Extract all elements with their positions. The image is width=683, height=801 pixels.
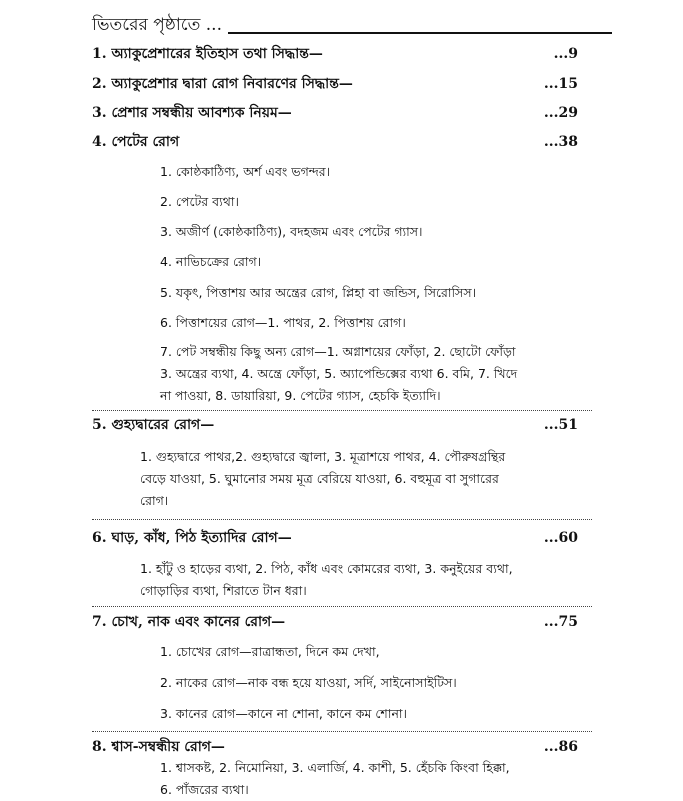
toc-subitem[interactable] xyxy=(160,757,592,801)
section-page-number: ...38 xyxy=(543,134,578,150)
subitem-line: বেড়ে যাওয়া, 5. ঘুমানোর সময় মূত্র বেরিয়ে যাওয়া, 6. বহুমূত্র বা সুগারের xyxy=(140,471,499,486)
toc-section-6[interactable] xyxy=(92,526,578,550)
toc-subitem[interactable]: 3. অজীর্ণ (কোষ্ঠকাঠিণ্য), বদহজম এবং পেটের গ্যাস। xyxy=(160,224,423,239)
subitem-line: গোড়াড়ির ব্যথা, শিরাতে টান ধরা। xyxy=(140,583,307,598)
toc-section-2[interactable] xyxy=(92,72,578,96)
subitem-line: 3. অন্ত্রের ব্যথা, 4. অন্ত্রে ফোঁড়া, 5. অ্যাপেন্ডিক্সের ব্যথা 6. বমি, 7. খিদে xyxy=(160,366,518,381)
section-page-number: ...51 xyxy=(543,417,578,433)
toc-subitem[interactable]: 1. কোষ্ঠকাঠিণ্য, অর্শ এবং ভগন্দর। xyxy=(160,164,331,179)
toc-subitem[interactable]: 6. পিত্তাশয়ের রোগ—1. পাথর, 2. পিত্তাশয় রোগ। xyxy=(160,315,406,330)
toc-subitem[interactable] xyxy=(160,341,592,407)
toc-subitem[interactable] xyxy=(140,446,590,512)
toc-subitem[interactable]: 2. নাকের রোগ—নাক বন্ধ হয়ে যাওয়া, সর্দি, সাইনোসাইটিস। xyxy=(160,675,457,690)
section-page-number: ...15 xyxy=(543,76,578,92)
section-divider xyxy=(92,519,592,520)
subitem-line: 1. গুহ্যদ্বারে পাথর,2. গুহ্যদ্বারে জ্বালা, 3. মূত্রাশয়ে পাথর, 4. পৌরুষগ্রন্থির xyxy=(140,449,506,464)
toc-subitem[interactable] xyxy=(140,558,590,602)
section-page-number: ...9 xyxy=(553,46,578,62)
toc-subitem[interactable]: 4. নাভিচক্রের রোগ। xyxy=(160,254,262,269)
subitem-line: 7. পেট সম্বন্ধীয় কিছু অন্য রোগ—1. অগ্নাশয়ের ফোঁড়া, 2. ছোটো ফোঁড়া xyxy=(160,344,516,359)
section-page-number: ...75 xyxy=(543,614,578,630)
toc-subitem[interactable]: 3. কানের রোগ—কানে না শোনা, কানে কম শোনা। xyxy=(160,706,408,721)
section-page-number: ...29 xyxy=(543,105,578,121)
section-title: 2. অ্যাকুপ্রেশার দ্বারা রোগ নিবারণের সিদ্ধান্ত— xyxy=(92,76,353,92)
section-title: 3. প্রেশার সম্বন্ধীয় আবশ্যক নিয়ম— xyxy=(92,105,292,121)
section-divider xyxy=(92,731,592,732)
toc-header xyxy=(92,8,612,40)
toc-subitem[interactable]: 5. যকৃৎ, পিত্তাশয় আর অন্ত্রের রোগ, প্লিহা বা জন্ডিস, সিরোসিস। xyxy=(160,285,477,300)
section-title: 7. চোখ, নাক এবং কানের রোগ— xyxy=(92,614,286,630)
section-title: 6. ঘাড়, কাঁধ, পিঠ ইত্যাদির রোগ— xyxy=(92,530,292,546)
toc-section-1[interactable] xyxy=(92,42,578,66)
section-page-number: ...60 xyxy=(543,530,578,546)
subitem-line: না পাওয়া, 8. ডায়ারিয়া, 9. পেটের গ্যাস, হেচকি ইত্যাদি। xyxy=(160,388,441,403)
toc-section-8[interactable] xyxy=(92,735,578,759)
subitem-line: 1. শ্বাসকষ্ট, 2. নিমোনিয়া, 3. এলার্জি, 4. কাশী, 5. হেঁচকি কিংবা হিক্কা, xyxy=(160,760,510,775)
section-title: 8. শ্বাস-সম্বন্ধীয় রোগ— xyxy=(92,739,225,755)
toc-section-5[interactable] xyxy=(92,413,578,437)
toc-section-7[interactable] xyxy=(92,610,578,634)
toc-title: ভিতরের পৃষ্ঠাতে ... xyxy=(92,15,222,35)
section-divider xyxy=(92,606,592,607)
subitem-line: 1. হাঁটু ও হাড়ের ব্যথা, 2. পিঠ, কাঁধ এবং কোমরের ব্যথা, 3. কনুইয়ের ব্যথা, xyxy=(140,561,513,576)
toc-subitem[interactable]: 1. চোখের রোগ—রাত্রান্ধতা, দিনে কম দেখা, xyxy=(160,644,380,659)
toc-subitem[interactable]: 2. পেটের ব্যথা। xyxy=(160,194,239,209)
section-page-number: ...86 xyxy=(543,739,578,755)
toc-section-3[interactable] xyxy=(92,101,578,125)
header-underline xyxy=(228,32,612,34)
section-divider xyxy=(92,410,592,411)
toc-section-4[interactable] xyxy=(92,130,578,154)
subitem-line: রোগ। xyxy=(140,493,169,508)
section-title: 1. অ্যাকুপ্রেশারের ইতিহাস তথা সিদ্ধান্ত— xyxy=(92,46,323,62)
section-title: 5. গুহ্যদ্বারের রোগ— xyxy=(92,417,215,433)
section-title: 4. পেটের রোগ xyxy=(92,134,180,150)
subitem-line: 6. পাঁজরের ব্যথা। xyxy=(160,782,249,797)
